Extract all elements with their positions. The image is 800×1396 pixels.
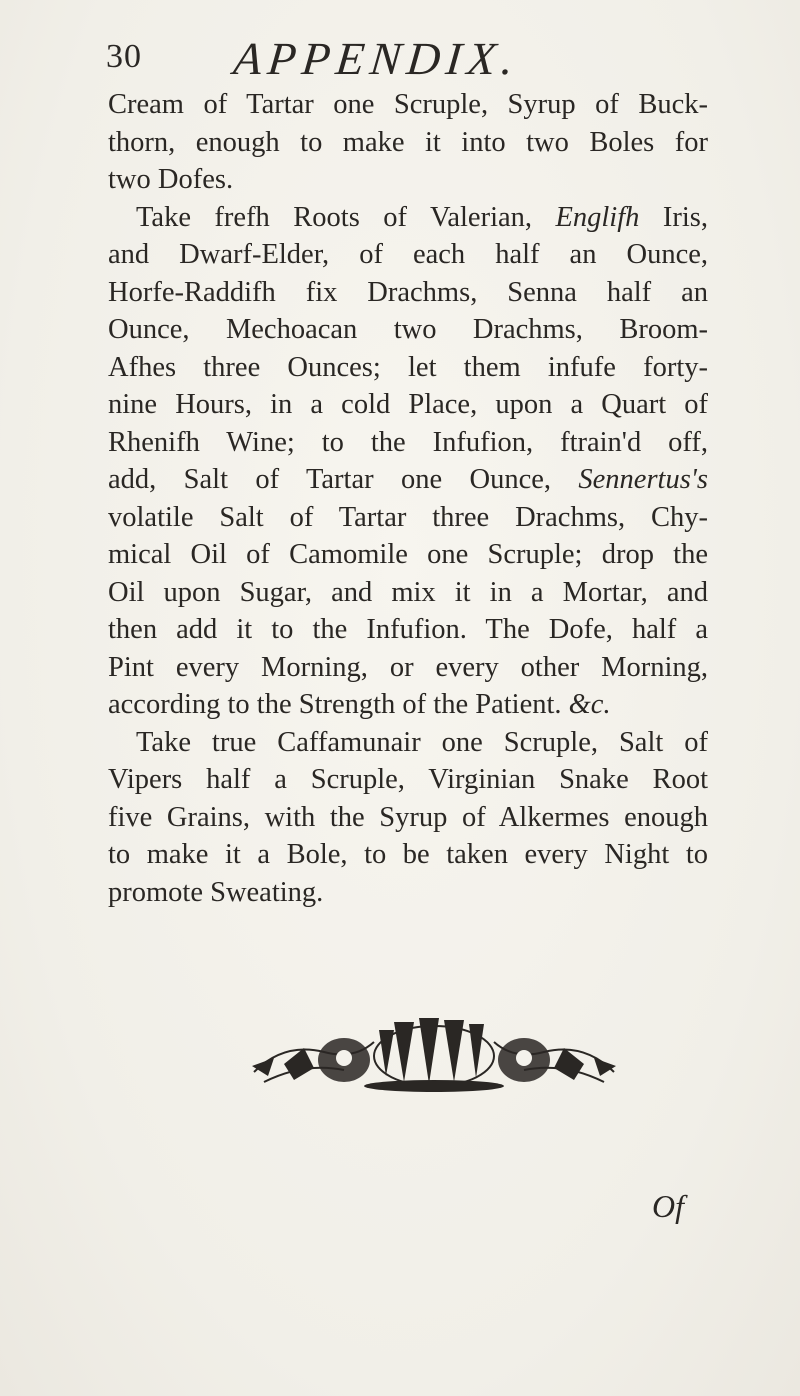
text-line: [108, 461, 708, 499]
text-line: Take true Caffamunair one Scruple, Salt of: [136, 726, 708, 758]
text-line: Oil upon Sugar, and mix it in a Mortar, and: [108, 576, 708, 608]
text-line: and Dwarf-Elder, of each half an Ounce,: [108, 239, 708, 270]
text-line: promote Sweating.: [108, 876, 324, 908]
text-line: to make it a Bole, to be taken every Night to: [108, 839, 708, 870]
catchword: Of: [652, 1188, 684, 1224]
page-header: [106, 28, 726, 88]
italic-word: &c.: [568, 689, 611, 720]
text-line: two Dofes.: [108, 164, 234, 195]
text-line: nine Hours, in a cold Place, upon a Quart of: [108, 389, 708, 420]
italic-word: Sennertus's: [578, 464, 708, 495]
text-line: Cream of Tartar one Scruple, Syrup of Buck-: [108, 89, 708, 120]
text-line: then add it to the Infufion. The Dofe, half a: [108, 614, 708, 645]
body-text: [108, 86, 708, 911]
text-line: Vipers half a Scruple, Virginian Snake Root: [108, 764, 708, 795]
text-segment: Iris,: [639, 201, 708, 233]
text-segment: according to the Strength of the Patient.: [108, 689, 569, 720]
text-line: Horfe-Raddifh fix Drachms, Senna half an: [108, 276, 708, 308]
text-line: mical Oil of Camomile one Scruple; drop the: [108, 539, 708, 570]
text-line: thorn, enough to make it into two Boles for: [108, 126, 708, 158]
text-line: volatile Salt of Tartar three Drachms, Chy-: [108, 501, 708, 533]
text-segment: add, Salt of Tartar one Ounce,: [108, 464, 579, 495]
text-line: Afhes three Ounces; let them infufe forty-: [108, 351, 708, 383]
text-line: [108, 199, 708, 237]
text-line: [108, 686, 708, 724]
italic-word: Englifh: [555, 201, 640, 233]
text-line: Pint every Morning, or every other Morning,: [108, 651, 708, 683]
tailpiece-ornament-icon: [244, 1012, 624, 1094]
running-head: APPENDIX.: [231, 33, 522, 84]
text-segment: Take frefh Roots of Valerian,: [136, 201, 556, 233]
text-line: Rhenifh Wine; to the Infufion, ftrain'd off,: [108, 426, 708, 458]
text-line: five Grains, with the Syrup of Alkermes enough: [108, 801, 708, 833]
text-line: Ounce, Mechoacan two Drachms, Broom-: [108, 314, 708, 345]
page-number: 30: [106, 38, 142, 75]
